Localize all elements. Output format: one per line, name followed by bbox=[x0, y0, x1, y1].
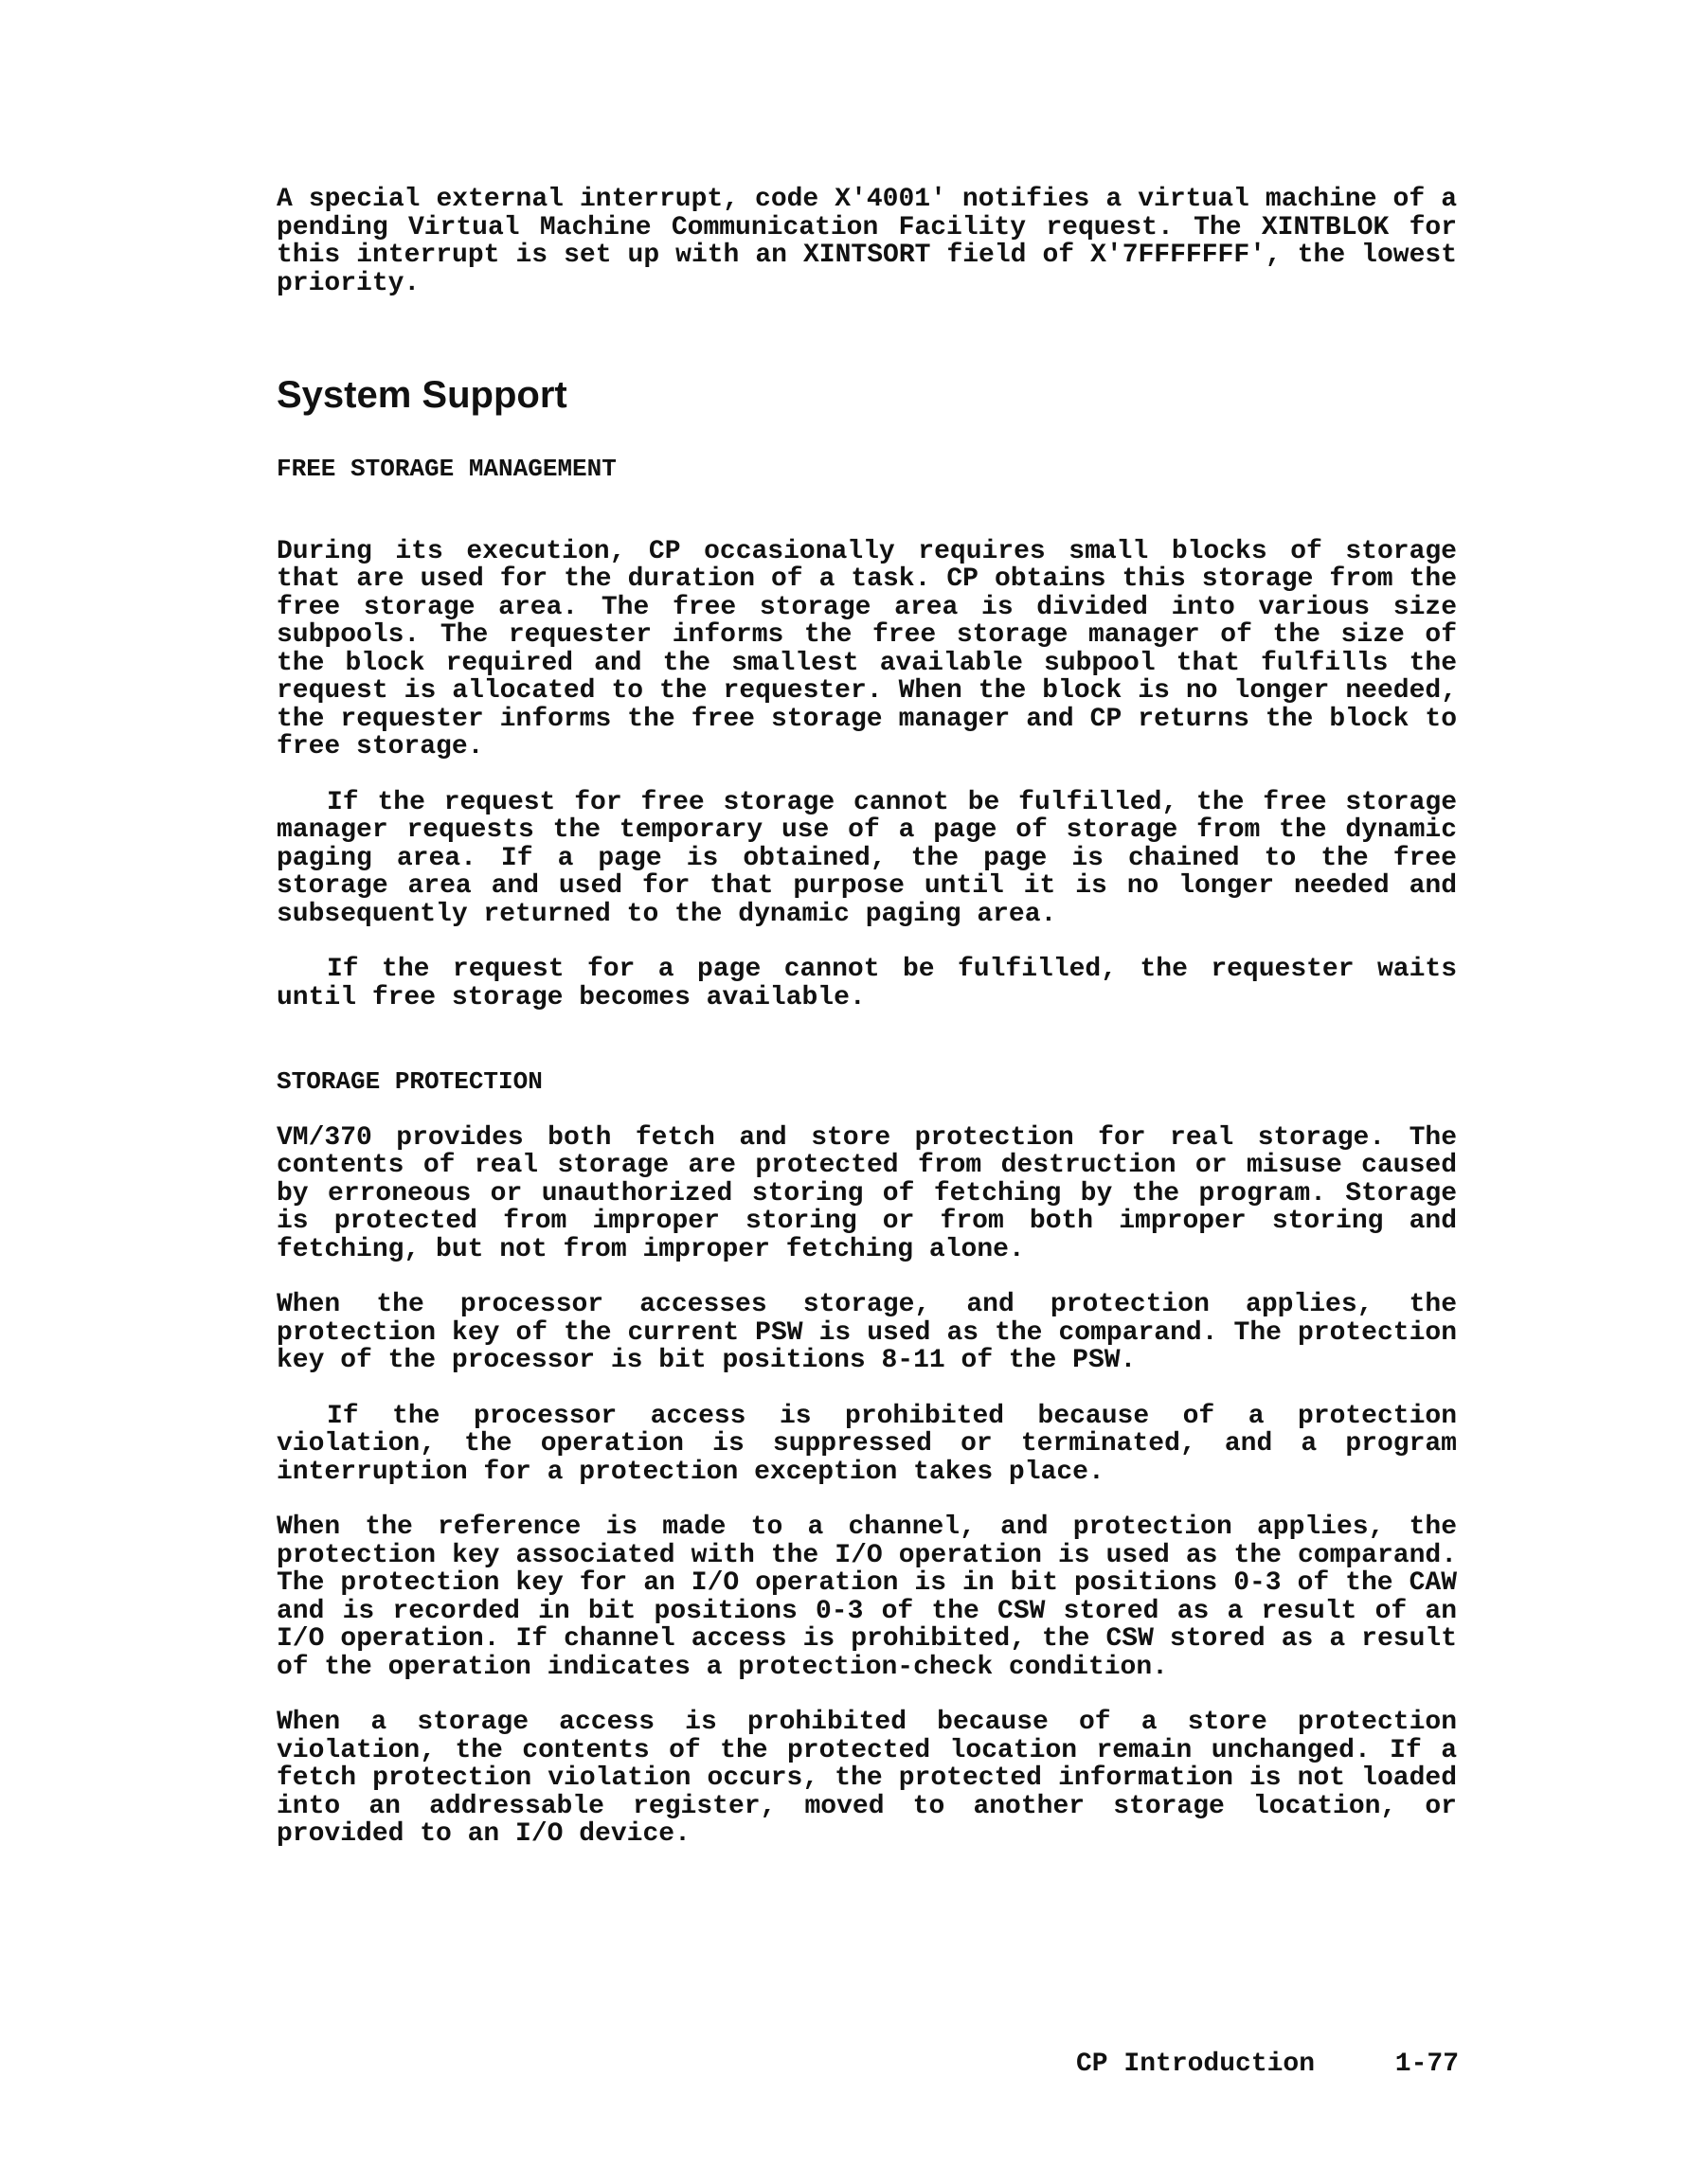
footer-section-label: CP Introduction bbox=[1076, 2050, 1316, 2079]
storage-protection-paragraph-3: If the processor access is prohibited because of a protection violation, the operation is suppressed or terminated, and a program interruption for a protection exception takes place. bbox=[277, 1401, 1457, 1487]
storage-protection-paragraph-2: When the processor accesses storage, and protection applies, the protection key of the current PSW is used as the comparand. The protection key of the processor is bit positions 8-11 of the PSW. bbox=[277, 1290, 1457, 1375]
document-page bbox=[277, 186, 1457, 1849]
free-storage-paragraph-1: During its execution, CP occasionally requires small blocks of storage that are used for the duration of a task. CP obtains this storage from the free storage area. The free storage area is divided into various size subpools. The requester informs the free storage manager of the size of the block required and the smallest available subpool that fulfills the request is allocated to the requester. When the block is no longer needed, the requester informs the free storage manager and CP returns the block to free storage. bbox=[277, 536, 1457, 761]
footer-page-number: 1-77 bbox=[1394, 2050, 1459, 2079]
storage-protection-heading: STORAGE PROTECTION bbox=[277, 1067, 543, 1096]
free-storage-paragraph-2: If the request for free storage cannot be fulfilled, the free storage manager requests the temporary use of a page of storage from the dynamic paging area. If a page is obtained, the page is chained to the free storage area and used for that purpose until it is no longer needed and subsequently returned to the dynamic paging area. bbox=[277, 787, 1457, 929]
intro-paragraph: A special external interrupt, code X'4001' notifies a virtual machine of a pending Virtual Machine Communication Facility request. The XINTBLOK for this interrupt is set up with an XINTSORT field of X'7FFFFFFF', the lowest priority. bbox=[277, 185, 1457, 298]
free-storage-paragraph-3: If the request for a page cannot be fulfilled, the requester waits until free storage becomes available. bbox=[277, 955, 1457, 1012]
storage-protection-paragraph-4: When the reference is made to a channel, and protection applies, the protection key associated with the I/O operation is used as the comparand. The protection key for an I/O operation is in bit positions 0-3 of the CAW and is recorded in bit positions 0-3 of the CSW stored as a result of an I/O operation. If channel access is prohibited, the CSW stored as a result of the operation indicates a protection-check condition. bbox=[277, 1513, 1457, 1682]
storage-protection-paragraph-5: When a storage access is prohibited because of a store protection violation, the contents of the protected location remain unchanged. If a fetch protection violation occurs, the protected information is not loaded into an addressable register, moved to another storage location, or provided to an I/O device. bbox=[277, 1708, 1457, 1849]
page-footer bbox=[1076, 2050, 1459, 2080]
section-title: System Support bbox=[277, 374, 567, 416]
free-storage-heading: FREE STORAGE MANAGEMENT bbox=[277, 455, 617, 483]
storage-protection-paragraph-1: VM/370 provides both fetch and store protection for real storage. The contents of real storage are protected from destruction or misuse caused by erroneous or unauthorized storing of fetching by the program. Storage is protected from improper storing or from both improper storing and fetching, but not from improper fetching alone. bbox=[277, 1122, 1457, 1264]
